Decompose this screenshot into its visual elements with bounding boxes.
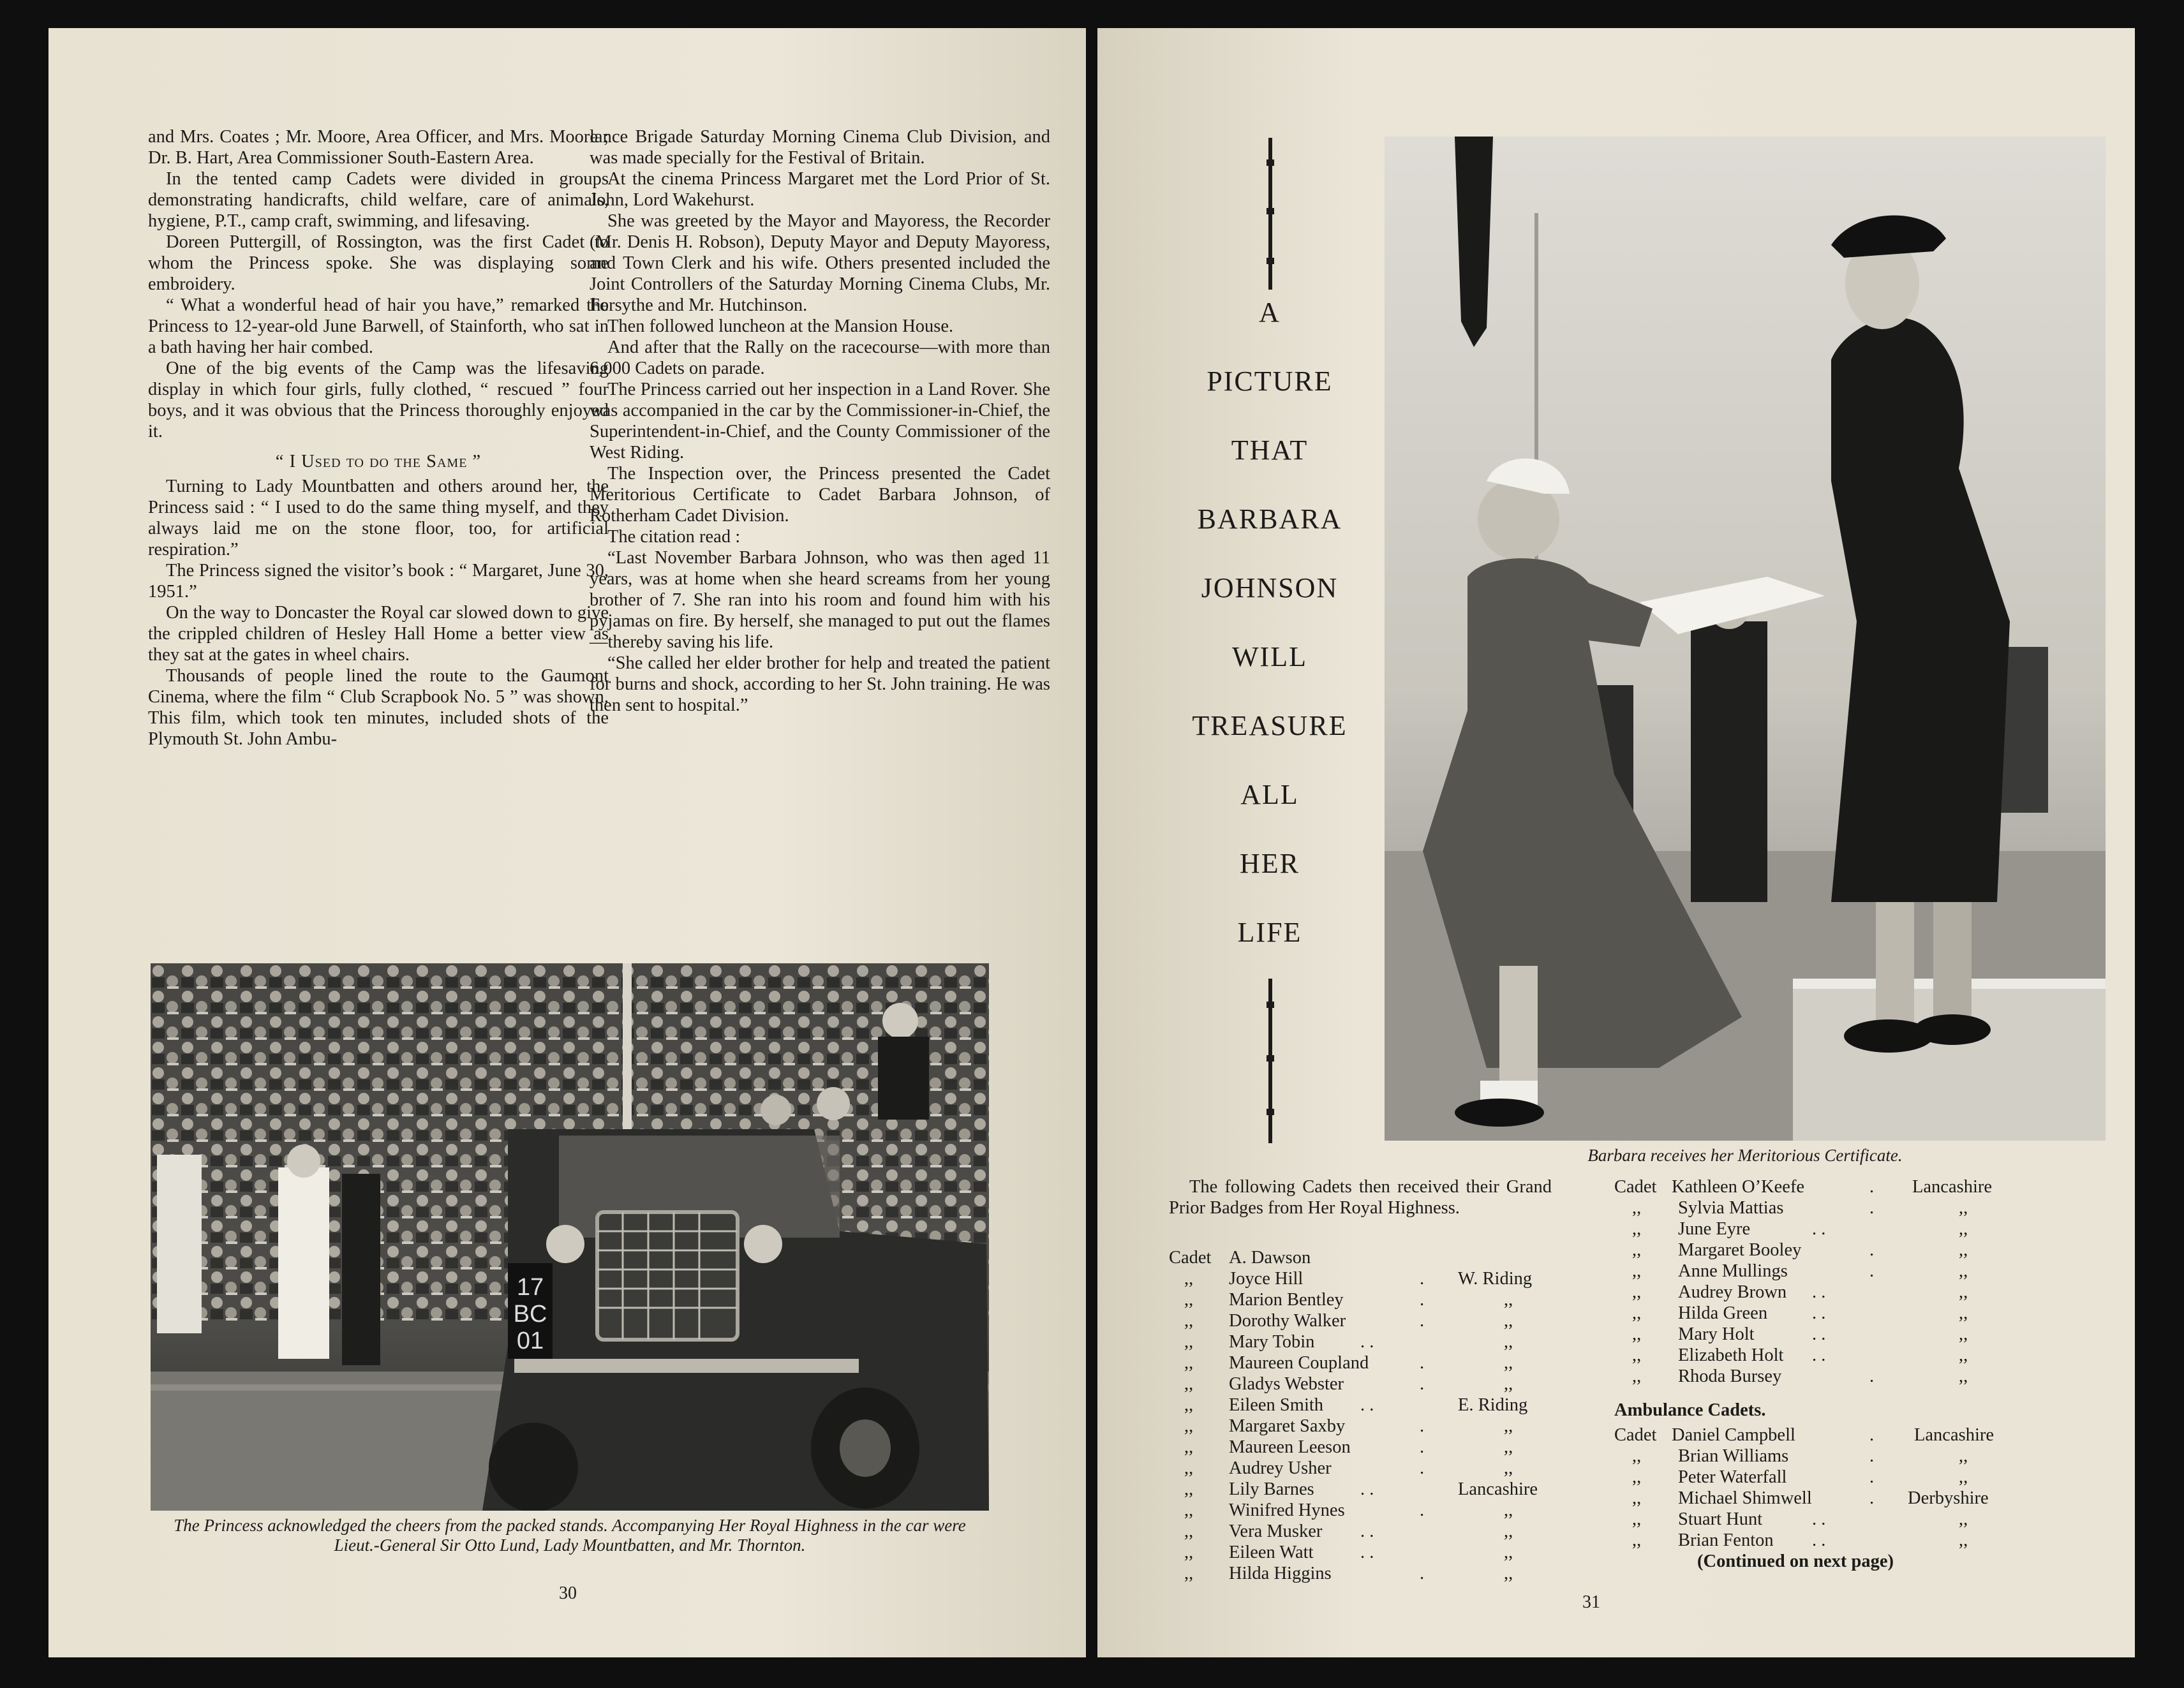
list-item: Cadet Kathleen O’Keefe . Lancashire	[1614, 1177, 1993, 1197]
paragraph: Thousands of people lined the route to the Gaumont Cinema, where the film “ Club Scrapbook No. 5 ” was shown. This film, which took ten minutes, included shots of the Plymouth St. John Ambu-	[148, 666, 609, 749]
list-item: ,, Hilda Higgins . ,,	[1184, 1564, 1513, 1583]
left-column-2	[590, 126, 1050, 716]
paragraph: In the tented camp Cadets were divided in groups demonstrating handicrafts, child welfare, care of animals, hygiene, P.T., camp craft, swimming, and lifesaving.	[148, 169, 609, 231]
list-item: ,, Audrey Brown . . ,,	[1632, 1282, 1968, 1302]
list-item: ,, Sylvia Mattias . ,,	[1632, 1198, 1968, 1218]
list-item: ,, Audrey Usher . ,,	[1184, 1458, 1513, 1478]
paragraph: Turning to Lady Mountbatten and others around her, the Princess said : “ I used to do the same thing myself, and they always laid me on the stone floor, too, for artificial respiration.”	[148, 477, 609, 559]
land-rover-photo	[151, 963, 989, 1511]
list-item: ,, Joyce Hill . W. Riding	[1184, 1269, 1533, 1289]
plate-line-2: BC	[513, 1301, 547, 1328]
list-item: ,, Elizabeth Holt . . ,,	[1632, 1345, 1968, 1365]
title-word: WILL	[1232, 641, 1307, 672]
list-item: ,, Margaret Booley . ,,	[1632, 1240, 1968, 1260]
land-rover-caption: The Princess acknowledged the cheers from the packed stands. Accompanying Her Royal Highness in the car were Lieut.-General Sir Otto Lund, Lady Mountbatten, and Mr. Thornton.	[174, 1516, 966, 1555]
title-word: JOHNSON	[1201, 572, 1339, 603]
title-word: THAT	[1231, 434, 1309, 466]
list-item: ,, Anne Mullings . ,,	[1632, 1261, 1968, 1281]
paragraph: The Inspection over, the Princess presented the Cadet Meritorious Certificate to Cadet Barbara Johnson, of Rotherham Cadet Division.	[590, 464, 1050, 526]
paragraph: “ What a wonderful head of hair you have,” remarked the Princess to 12-year-old June Barwell, of Stainforth, who sat in a bath having her hair combed.	[148, 295, 609, 357]
list-item: ,, Winifred Hynes . ,,	[1184, 1500, 1513, 1520]
list-item: Cadet Daniel Campbell . Lancashire	[1614, 1425, 1995, 1445]
list-item: ,, Marion Bentley . ,,	[1184, 1290, 1513, 1310]
paragraph: The following Cadets then received their Grand Prior Badges from Her Royal Highness.	[1169, 1177, 1552, 1218]
title-word: ALL	[1240, 779, 1299, 810]
list-item: ,, Brian Williams . ,,	[1632, 1446, 1968, 1466]
list-item: ,, Dorothy Walker . ,,	[1184, 1311, 1513, 1331]
paragraph: On the way to Doncaster the Royal car slowed down to give the crippled children of Hesley Hall Home a better view as they sat at the gates in wheel chairs.	[148, 603, 609, 665]
paragraph: Doreen Puttergill, of Rossington, was the first Cadet to whom the Princess spoke. She was displaying some embroidery.	[148, 232, 609, 294]
list-item: ,, Gladys Webster . ,,	[1184, 1374, 1513, 1394]
list-item: ,, Margaret Saxby . ,,	[1184, 1416, 1513, 1436]
plate-line-1: 17	[516, 1274, 544, 1301]
list-item: ,, Vera Musker . . ,,	[1184, 1521, 1513, 1541]
badge-list-left	[1169, 1247, 1603, 1584]
plate-line-3: 01	[516, 1328, 544, 1354]
badge-list-right	[1614, 1176, 2074, 1572]
ornament-rule-bottom	[1265, 979, 1276, 1143]
list-item: ,, Maureen Coupland . ,,	[1184, 1353, 1513, 1373]
certificate-photo	[1385, 137, 2106, 1141]
title-word: HER	[1240, 848, 1300, 879]
list-item: ,, Rhoda Bursey . ,,	[1632, 1366, 1968, 1386]
paragraph: And after that the Rally on the racecourse—with more than 6,000 Cadets on parade.	[590, 337, 1050, 378]
list-item: ,, Brian Fenton . . ,,	[1632, 1530, 1968, 1550]
list-item: ,, Mary Tobin . . ,,	[1184, 1332, 1513, 1352]
badge-intro	[1169, 1176, 1552, 1218]
title-word: BARBARA	[1197, 503, 1342, 535]
paragraph: At the cinema Princess Margaret met the Lord Prior of St. John, Lord Wakehurst.	[590, 169, 1050, 210]
list-item: ,, Mary Holt . . ,,	[1632, 1324, 1968, 1344]
list-item: Cadet A. Dawson	[1169, 1248, 1311, 1268]
list-item: ,, Eileen Watt . . ,,	[1184, 1543, 1513, 1562]
paragraph: The Princess signed the visitor’s book : “ Margaret, June 30, 1951.”	[148, 561, 609, 602]
title-word: PICTURE	[1207, 366, 1333, 397]
paragraph: One of the big events of the Camp was the lifesaving display in which four girls, fully clothed, “ rescued ” four boys, and it was obvious that the Princess thoroughly enjoyed it.	[148, 359, 609, 441]
paragraph: The Princess carried out her inspection in a Land Rover. She was accompanied in the car by the Commissioner-in-Chief, the Superintendent-in-Chief, and the County Commissioner of the West Riding.	[590, 380, 1050, 463]
certificate-caption: Barbara receives her Meritorious Certificate.	[1587, 1146, 1903, 1165]
left-column-1	[148, 126, 609, 750]
ornament-rule-top	[1265, 138, 1276, 290]
title-word: A	[1259, 297, 1281, 328]
list-item: ,, Eileen Smith . . E. Riding	[1184, 1395, 1528, 1415]
paragraph: She was greeted by the Mayor and Mayoress, the Recorder (Mr. Denis H. Robson), Deputy Mayor and Deputy Mayoress, and Town Clerk and his wife. Others presented included the Joint Controllers of the Saturday Morning Cinema Clubs, Mr. Forsythe and Mr. Hutchinson.	[590, 211, 1050, 315]
list-heading: Ambulance Cadets.	[1614, 1400, 1766, 1420]
continued-note: (Continued on next page)	[1697, 1551, 1894, 1571]
page-number: 31	[1582, 1592, 1600, 1612]
list-item: ,, Lily Barnes . . Lancashire	[1184, 1479, 1538, 1499]
list-item: ,, June Eyre . . ,,	[1632, 1219, 1968, 1239]
page-number: 30	[559, 1583, 577, 1603]
title-word: LIFE	[1237, 917, 1302, 948]
list-item: ,, Hilda Green . . ,,	[1632, 1303, 1968, 1323]
paragraph: and Mrs. Coates ; Mr. Moore, Area Officer, and Mrs. Moore ; Dr. B. Hart, Area Commissioner South-Eastern Area.	[148, 127, 609, 168]
list-item: ,, Peter Waterfall . ,,	[1632, 1467, 1968, 1487]
paragraph: Then followed luncheon at the Mansion House.	[607, 316, 954, 336]
right-page	[1097, 28, 2135, 1657]
paragraph: The citation read :	[607, 527, 741, 547]
list-item: ,, Maureen Leeson . ,,	[1184, 1437, 1513, 1457]
paragraph: “She called her elder brother for help and treated the patient for burns and shock, according to her St. John training. He was then sent to hospital.”	[590, 653, 1050, 715]
paragraph: “Last November Barbara Johnson, who was then aged 11 years, was at home when she heard screams from her young brother of 7. She ran into his room and found him with his pyjamas on fire. By herself, she managed to put out the flames—thereby saving his life.	[590, 548, 1050, 652]
paragraph: lance Brigade Saturday Morning Cinema Club Division, and was made specially for the Festival of Britain.	[590, 127, 1050, 168]
section-heading: “ I Used to do the Same ”	[275, 452, 482, 471]
list-item: ,, Michael Shimwell . Derbyshire	[1632, 1488, 1989, 1508]
left-page	[48, 28, 1086, 1657]
list-item: ,, Stuart Hunt . . ,,	[1632, 1509, 1968, 1529]
title-word: TREASURE	[1192, 710, 1348, 741]
